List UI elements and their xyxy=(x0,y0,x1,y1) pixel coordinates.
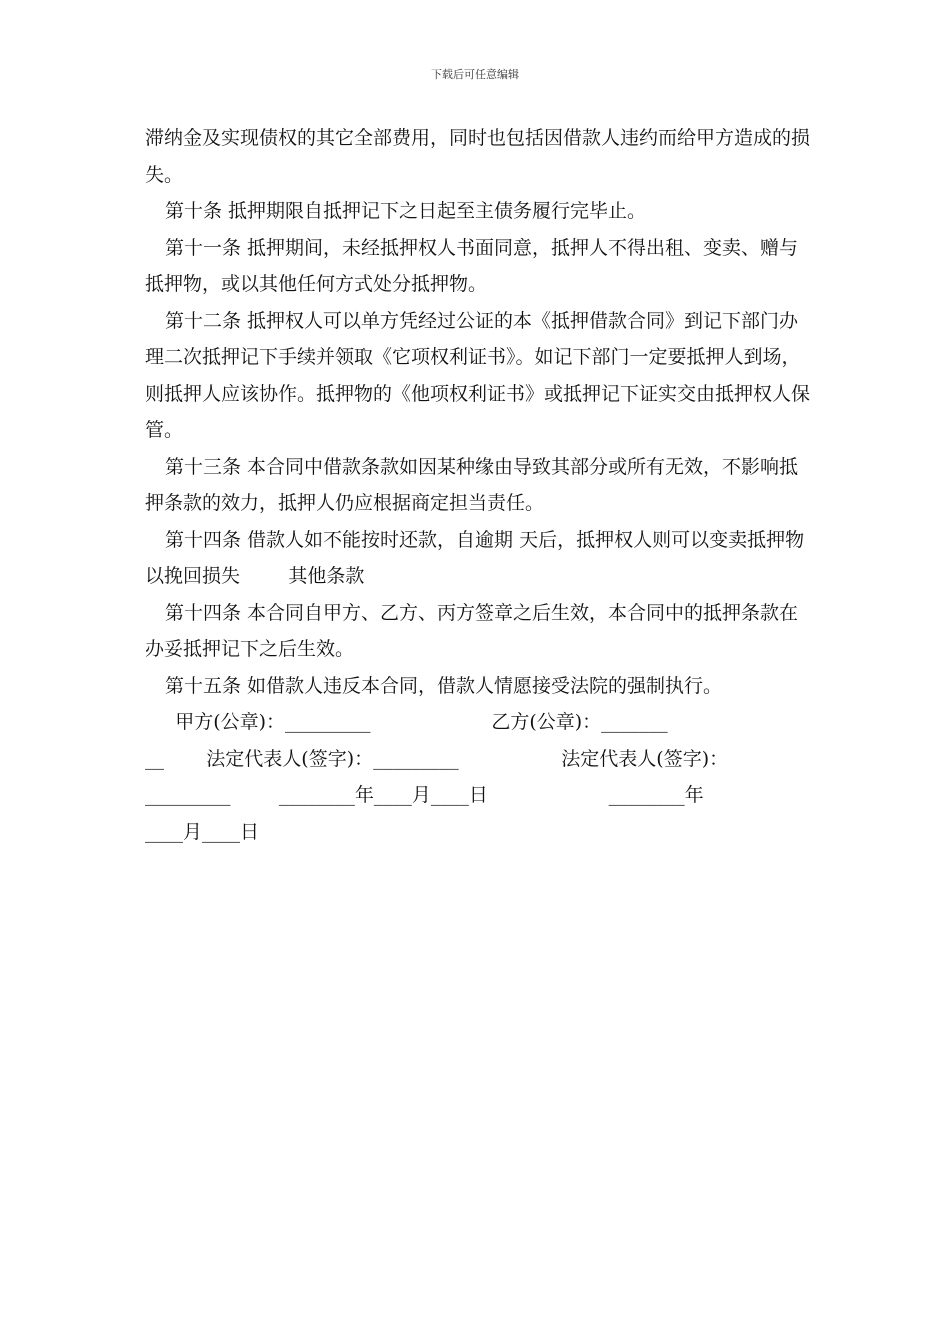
signature-line-party-seals: 甲方(公章)：_________ 乙方(公章)：_______ xyxy=(145,711,668,733)
article-13: 第十三条 本合同中借款条款如因某种缘由导致其部分或所有无效，不影响抵押条款的效力，抵押人仍应根据商定担当责任。 xyxy=(145,455,799,514)
contract-body xyxy=(145,120,810,850)
signature-line-representatives: __ 法定代表人(签字)：_________ 法定代表人(签字)： xyxy=(145,747,729,770)
signature-line-date-end: ____月____日 xyxy=(145,820,260,843)
signature-line-dates: _________ ________年____月____日 ________年 xyxy=(145,784,704,806)
article-12: 第十二条 抵押权人可以单方凭经过公证的本《抵押借款合同》到记下部门办理二次抵押记下手续并领取《它项权利证书》。如记下部门一定要抵押人到场，则抵押人应该协作。抵押物的《他项权利证书》或抵押记下证实交由抵押权人保管。 xyxy=(145,309,811,441)
article-10: 第十条 抵押期限自抵押记下之日起至主债务履行完毕止。 xyxy=(165,200,647,222)
paragraph-continuation: 滞纳金及实现债权的其它全部费用，同时也包括因借款人违约而给甲方造成的损失。 xyxy=(145,127,811,186)
article-15: 第十五条 如借款人违反本合同，借款人情愿接受法院的强制执行。 xyxy=(165,674,723,697)
article-11: 第十一条 抵押期间，未经抵押权人书面同意，抵押人不得出租、变卖、赠与抵押物，或以其他任何方式处分抵押物。 xyxy=(145,236,799,295)
page-header-note: 下载后可任意编辑 xyxy=(431,68,519,81)
article-14-repayment: 第十四条 借款人如不能按时还款，自逾期 天后，抵押权人则可以变卖抵押物以挽回损失 其他条款 xyxy=(145,528,805,587)
article-14-effect: 第十四条 本合同自甲方、乙方、丙方签章之后生效，本合同中的抵押条款在办妥抵押记下之后生效。 xyxy=(145,601,799,660)
